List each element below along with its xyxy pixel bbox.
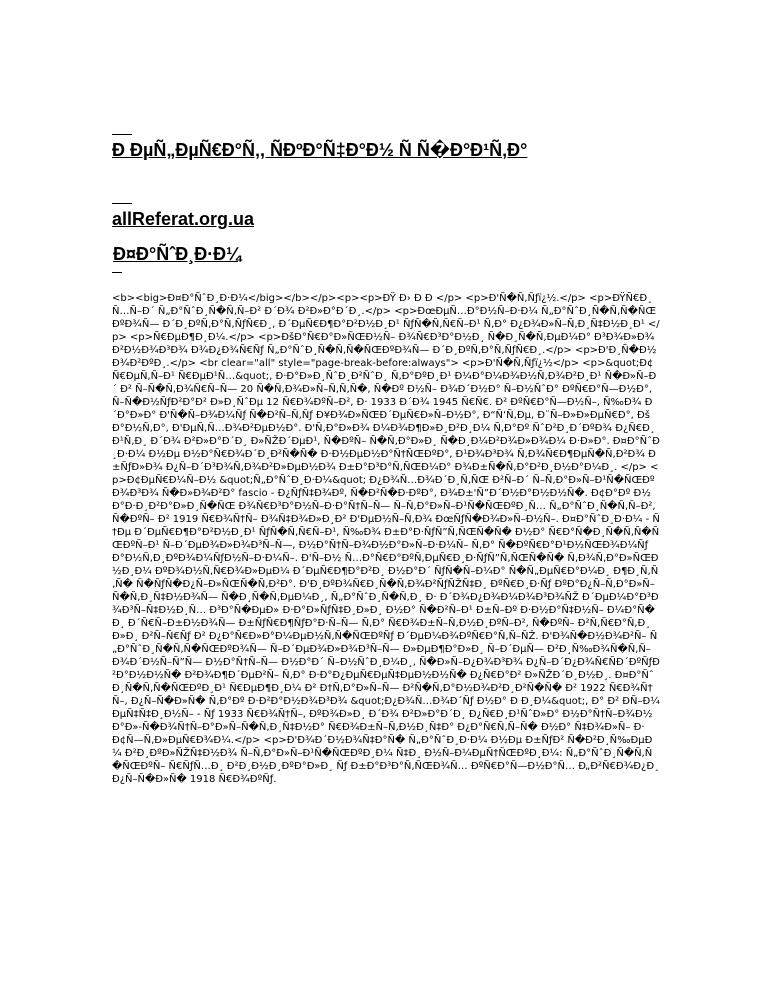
site-title-line1[interactable]: Ð ÐµÑ„ÐµÑ€Ð°Ñ‚, ÑÐºÐ°Ñ‡Ð°Ð½ Ñ Ñ�Ð°Ð¹Ñ‚Ð° [112, 140, 528, 160]
section-heading: Ð¤Ð°ÑˆÐ¸Ð·Ð¼ [113, 244, 242, 264]
body-text: <b><big>Ð¤Ð°ÑˆÐ¸Ð·Ð¼</big></b></p><p><p>ÐŸ Ð› Ð Ð </p> <p>Ð'Ñ�Ñ‚Ñƒï¿½.</p> <p>ÐŸÑ€Ð¸Ñ…Ñ–Ð´ Ñ„Ð°ÑˆÐ¸Ñ�Ñ‚Ñ–Ð² Ð´Ð¾ Ð²Ð»Ð°Ð´Ð¸.</p> <p>ÐœÐµÑ…Ð°Ð½Ñ–Ð·Ð¼ Ñ„Ð°ÑˆÐ¸Ñ�Ñ‚Ñ�ÑŒÐºÐ¾Ñ— Ð´Ð¸ÐºÑ‚Ð°Ñ‚ÑƒÑ€Ð¸, Ð´ÐµÑ€Ð¶Ð°Ð²Ð½Ð¸Ð¹ ÑƒÑ�Ñ‚Ñ€Ñ–Ð¹ Ñ‚Ð° Ð¿Ð¾Ð»Ñ–Ñ‚Ð¸Ñ‡Ð½Ð¸Ð¹ </p> <p>Ñ€ÐµÐ¶Ð¸Ð¼.</p> <p>ÐšÐ°Ñ€Ð°Ð»ÑŒÐ½Ñ– Ð¾Ñ€Ð³Ð°Ð½Ð¸ Ñ�Ð¸Ñ�Ñ‚ÐµÐ¼Ð° Ð³Ð¾Ð»Ð¾Ð²Ð½Ð¾Ð³Ð¾ Ð¾Ð¿Ð¾Ñ€Ñƒ Ñ„Ð°ÑˆÐ¸Ñ�Ñ‚Ñ�ÑŒÐºÐ¾Ñ— Ð´Ð¸ÐºÑ‚Ð°Ñ‚ÑƒÑ€Ð¸.</p> <p>Ð'Ð¸Ñ�Ð½Ð¾Ð²ÐºÐ¸.</p> <br clear="all" style="page-break-before:always"> <p>Ð'Ñ�Ñ‚Ñƒï¿½</p> <p>&quot;Ð¢Ñ€ÐµÑ‚Ñ–Ð¹ Ñ€ÐµÐ¹Ñ…&quot;, Ð·Ð°Ð»Ð¸ÑˆÐ¸Ð²ÑˆÐ¸ Ñ‚Ð°ÐºÐ¸Ð¹ Ð¼Ð°Ð¼Ð¾Ð½Ñ‚Ð¾Ð²Ð¸Ð¹ Ñ�Ð»Ñ–Ð´ Ð² Ñ–Ñ�Ñ‚Ð¾Ñ€Ñ–Ñ— 20 Ñ�Ñ‚Ð¾Ð»Ñ–Ñ‚Ñ‚Ñ�, Ñ�Ðº Ð½Ñ– Ð¾Ð´Ð½Ð° Ñ–Ð½ÑˆÐ° ÐºÑ€Ð°Ñ—Ð½Ð°, Ñ–Ñ�Ð½ÑƒÐ²Ð°Ð² Ð»Ð¸ÑˆÐµ 12 Ñ€Ð¾ÐºÑ–Ð², Ð· 1933 Ð´Ð¾ 1945 Ñ€Ñ€. Ð² ÐºÑ€Ð°Ñ—Ð½Ñ–, Ñ‰Ð¾ Ð´Ð°Ð»Ð° Ð'Ñ�Ñ–Ð¾Ð¼Ñƒ Ñ�Ð²Ñ–Ñ‚Ñƒ Ð¥Ð¾Ð»ÑŒÐ´ÐµÑ€Ð»Ñ–Ð½Ð°, Ð“Ñ‘Ñ‚Ðµ, Ð¨Ñ–Ð»Ð»ÐµÑ€Ð°, ÐšÐ°Ð½Ñ‚Ð°, Ð'ÐµÑ‚Ñ…Ð¾Ð²ÐµÐ½Ð°. Ð'Ñ‚Ð°Ð»Ð¾ Ð¼Ð¾Ð¶Ð»Ð¸Ð²Ð¸Ð¼ Ñ‚Ð°Ðº ÑˆÐ²Ð¸Ð´ÐºÐ¾ Ð¿Ñ€Ð¸Ð¹Ñ‚Ð¸ Ð´Ð¾ Ð²Ð»Ð°Ð´Ð¸ Ð»ÑŽÐ´ÐµÐ¹, Ñ�ÐºÑ– Ñ�Ñ‚Ð°Ð»Ð¸ Ñ�Ð¸Ð¼Ð²Ð¾Ð»Ð¾Ð¼ Ð·Ð»Ð°. Ð¤Ð°ÑˆÐ¸Ð·Ð¼ Ð½Ðµ Ð½Ð°Ñ€Ð¾Ð´Ð¸Ð²Ñ�Ñ� Ð·Ð½ÐµÐ½Ð°Ñ†ÑŒÐºÐ°, Ð¹Ð¾Ð³Ð¾ Ñ‚Ð¾Ñ€Ð¶ÐµÑ�Ñ‚Ð²Ð¾ Ð±ÑƒÐ»Ð¾ Ð¿Ñ–Ð´Ð³Ð¾Ñ‚Ð¾Ð²Ð»ÐµÐ½Ð¾ Ð±Ð°Ð³Ð°Ñ‚ÑŒÐ¼Ð° Ð¾Ð±Ñ�Ñ‚Ð°Ð²Ð¸Ð½Ð°Ð¼Ð¸. </p> <p>Ð¢ÐµÑ€Ð¼Ñ–Ð½ &quot;Ñ„Ð°ÑˆÐ¸Ð·Ð¼&quot; Ð¿Ð¾Ñ…Ð¾Ð´Ð¸Ñ‚ÑŒ Ð²Ñ–Ð´ Ñ–Ñ‚Ð°Ð»Ñ–Ð¹Ñ�ÑŒÐºÐ¾Ð³Ð¾ Ñ�Ð»Ð¾Ð²Ð° fascio - Ð¿ÑƒÑ‡Ð¾Ðº, Ñ�Ð²Ñ�Ð·ÐºÐ°, Ð¾Ð±'Ñ”Ð´Ð½Ð°Ð½Ð½Ñ�. Ð¢Ð°Ðº Ð½Ð°Ð·Ð¸Ð²Ð°Ð»Ð¸Ñ�ÑŒ Ð¾Ñ€Ð³Ð°Ð½Ñ–Ð·Ð°Ñ†Ñ–Ñ— Ñ–Ñ‚Ð°Ð»Ñ–Ð¹Ñ�ÑŒÐºÐ¸Ñ… Ñ„Ð°ÑˆÐ¸Ñ�Ñ‚Ñ–Ð², Ñ�ÐºÑ– Ð² 1919 Ñ€Ð¾Ñ†Ñ– Ð¾Ñ‡Ð¾Ð»Ð¸Ð² Ð'ÐµÐ½Ñ–Ñ‚Ð¾ ÐœÑƒÑ�Ð¾Ð»Ñ–Ð½Ñ–. Ð¤Ð°ÑˆÐ¸Ð·Ð¼ - Ñ†Ðµ Ð´ÐµÑ€Ð¶Ð°Ð²Ð½Ð¸Ð¹ ÑƒÑ�Ñ‚Ñ€Ñ–Ð¹, Ñ‰Ð¾ Ð±Ð°Ð·ÑƒÑ”Ñ‚ÑŒÑ�Ñ� Ð½Ð° Ñ€Ð°Ñ�Ð¸Ñ�Ñ‚Ñ�ÑŒÐºÑ–Ð¹ Ñ–Ð´ÐµÐ¾Ð»Ð¾Ð³Ñ–Ñ—, Ð½Ð°Ñ†Ñ–Ð¾Ð½Ð°Ð»Ñ–Ð·Ð¼Ñ– Ñ‚Ð° Ñ�ÐºÑ€Ð°Ð¹Ð½ÑŒÐ¾Ð¼Ñƒ Ð°Ð½Ñ‚Ð¸ÐºÐ¾Ð¼ÑƒÐ½Ñ–Ð·Ð¼Ñ–. Ð'Ñ–Ð½ Ñ…Ð°Ñ€Ð°ÐºÑ‚ÐµÑ€Ð¸Ð·ÑƒÑ”Ñ‚ÑŒÑ�Ñ� Ñ‚Ð¾Ñ‚Ð°Ð»ÑŒÐ½Ð¸Ð¼ ÐºÐ¾Ð½Ñ‚Ñ€Ð¾Ð»ÐµÐ¼ Ð´ÐµÑ€Ð¶Ð°Ð²Ð¸ Ð½Ð°Ð´ ÑƒÑ�Ñ–Ð¼Ð° Ñ�Ñ„ÐµÑ€Ð°Ð¼Ð¸ Ð¶Ð¸Ñ‚Ñ‚Ñ� Ñ�ÑƒÑ�Ð¿Ñ–Ð»ÑŒÑ�Ñ‚Ð²Ð°. Ð'Ð¸ÐºÐ¾Ñ€Ð¸Ñ�Ñ‚Ð¾Ð²ÑƒÑŽÑ‡Ð¸ ÐºÑ€Ð¸Ð·Ñƒ ÐºÐ°Ð¿Ñ–Ñ‚Ð°Ð»Ñ–Ñ�Ñ‚Ð¸Ñ‡Ð½Ð¾Ñ— Ñ�Ð¸Ñ�Ñ‚ÐµÐ¼Ð¸, Ñ„Ð°ÑˆÐ¸Ñ�Ñ‚Ð¸ Ð· Ð´Ð¾Ð¿Ð¾Ð¼Ð¾Ð³Ð¾ÑŽ Ð´ÐµÐ¼Ð°Ð³Ð¾Ð³Ñ–Ñ‡Ð½Ð¸Ñ… Ð³Ð°Ñ�ÐµÐ» Ð·Ð°Ð»ÑƒÑ‡Ð¸Ð»Ð¸ Ð½Ð° Ñ�Ð²Ñ–Ð¹ Ð±Ñ–Ðº Ð·Ð½Ð°Ñ‡Ð½Ñ– Ð¼Ð°Ñ�Ð¸ Ð´Ñ€Ñ–Ð±Ð½Ð¾Ñ— Ð±ÑƒÑ€Ð¶ÑƒÐ°Ð·Ñ–Ñ— Ñ‚Ð° Ñ€Ð¾Ð±Ñ–Ñ‚Ð½Ð¸ÐºÑ–Ð², Ñ�ÐºÑ– Ð²Ñ‚Ñ€Ð°Ñ‚Ð¸Ð»Ð¸ Ð²Ñ–Ñ€Ñƒ Ð² Ð¿Ð°Ñ€Ð»Ð°Ð¼ÐµÐ½Ñ‚Ñ�ÑŒÐºÑƒ Ð´ÐµÐ¼Ð¾ÐºÑ€Ð°Ñ‚Ñ–ÑŽ. Ð'Ð¾Ñ�Ð½Ð¾Ð²Ñ– Ñ„Ð°ÑˆÐ¸Ñ�Ñ‚Ñ�ÑŒÐºÐ¾Ñ— Ñ–Ð´ÐµÐ¾Ð»Ð¾Ð³Ñ–Ñ— Ð»ÐµÐ¶Ð°Ð»Ð¸ Ñ–Ð´ÐµÑ— Ð²Ð¸Ñ‰Ð¾Ñ�Ñ‚Ñ– Ð¾Ð´Ð½Ñ–Ñ”Ñ— Ð½Ð°Ñ†Ñ–Ñ— Ð½Ð°Ð´ Ñ–Ð½ÑˆÐ¸Ð¼Ð¸, Ñ�Ð»Ñ–Ð¿Ð¾Ð³Ð¾ Ð¿Ñ–Ð´Ð¿Ð¾Ñ€ÑÐ´ÐºÑƒÐ²Ð°Ð½Ð½Ñ� Ð²Ð¾Ð¶Ð´ÐµÐ²Ñ– Ñ‚Ð° Ð·Ð°Ð¿ÐµÑ€ÐµÑ‡ÐµÐ½Ð½Ñ� Ð¿Ñ€Ð°Ð² Ð»ÑŽÐ´Ð¸Ð½Ð¸. Ð¤Ð°ÑˆÐ¸Ñ�Ñ‚Ñ�ÑŒÐºÐ¸Ð¹ Ñ€ÐµÐ¶Ð¸Ð¼ Ð² Ð†Ñ‚Ð°Ð»Ñ–Ñ— Ð²Ñ�Ñ‚Ð°Ð½Ð¾Ð²Ð¸Ð²Ñ�Ñ� Ð² 1922 Ñ€Ð¾Ñ†Ñ–, Ð¿Ñ–Ñ�Ð»Ñ� Ñ‚Ð°Ðº Ð·Ð²Ð°Ð½Ð¾Ð³Ð¾ &quot;Ð¿Ð¾Ñ…Ð¾Ð´Ñƒ Ð½Ð° Ð Ð¸Ð¼&quot;, Ð° Ð² ÐÑ–Ð¼ÐµÑ‡Ñ‡Ð¸Ð½Ñ– - Ñƒ 1933 Ñ€Ð¾Ñ†Ñ–, ÐºÐ¾Ð»Ð¸ Ð´Ð¾ Ð²Ð»Ð°Ð´Ð¸ Ð¿Ñ€Ð¸Ð¹ÑˆÐ»Ð° Ð½Ð°Ñ†Ñ–Ð¾Ð½Ð°Ð»-Ñ�Ð¾Ñ†Ñ–Ð°Ð»Ñ–Ñ�Ñ‚Ð¸Ñ‡Ð½Ð° Ñ€Ð¾Ð±Ñ–Ñ‚Ð½Ð¸Ñ‡Ð° Ð¿Ð°Ñ€Ñ‚Ñ–Ñ� Ð½Ð° Ñ‡Ð¾Ð»Ñ– Ð· Ð¢Ñ—Ñ‚Ð»ÐµÑ€Ð¾Ð¼.</p> <p>Ð'Ð¾Ð´Ð½Ð¾Ñ‡Ð°Ñ� Ñ„Ð°ÑˆÐ¸Ð·Ð¼ Ð½Ðµ Ð±ÑƒÐ² Ñ�Ð²Ð¸Ñ‰ÐµÐ¼ Ð²Ð¸ÐºÐ»ÑŽÑ‡Ð½Ð¾ Ñ–Ñ‚Ð°Ð»Ñ–Ð¹Ñ�ÑŒÐºÐ¸Ð¼ Ñ‡Ð¸ Ð½Ñ–Ð¼ÐµÑ†ÑŒÐºÐ¸Ð¼: Ñ„Ð°ÑˆÐ¸Ñ�Ñ‚Ñ�ÑŒÐºÑ– Ñ€ÑƒÑ…Ð¸ Ð²Ð¸Ð½Ð¸ÐºÐ°Ð»Ð¸ Ñƒ Ð±Ð°Ð³Ð°Ñ‚ÑŒÐ¾Ñ… ÐºÑ€Ð°Ñ—Ð½Ð°Ñ… Ð„Ð²Ñ€Ð¾Ð¿Ð¸ Ð¿Ñ–Ñ�Ð»Ñ� 1918 Ñ€Ð¾ÐºÑƒ. [112, 293, 660, 785]
site-link[interactable]: allReferat.org.ua [112, 209, 255, 229]
